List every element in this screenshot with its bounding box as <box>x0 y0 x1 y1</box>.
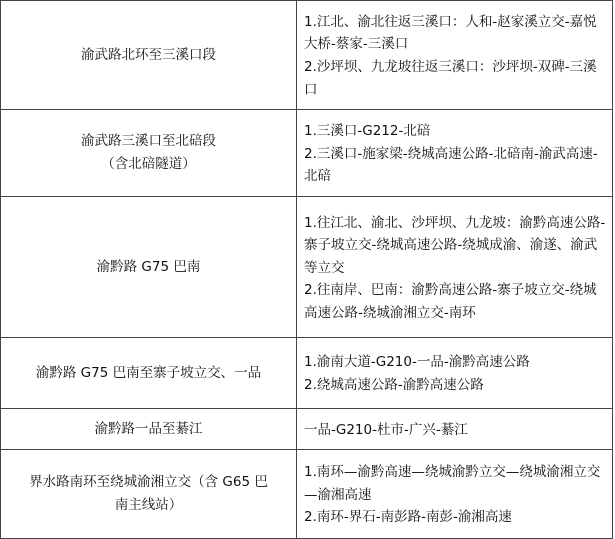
road-section-name-continued: 南主线站） <box>114 497 183 513</box>
road-section-note: （含北碚隧道） <box>101 156 196 172</box>
detour-route: 2.沙坪坝、九龙坡往返三溪口：沙坪坝-双碑-三溪口 <box>304 59 597 98</box>
detour-route-cell <box>297 409 613 450</box>
detour-route: 一品-G210-杜市-广兴-綦江 <box>304 421 468 438</box>
detour-route-cell <box>297 1 613 110</box>
table-row <box>1 338 613 409</box>
road-section-name: 界水路南环至绕城渝湘立交（含 G65 巴 <box>29 474 268 490</box>
road-section-name: 渝黔路一品至綦江 <box>94 420 203 437</box>
road-section-cell <box>1 450 297 539</box>
detour-route-cell <box>297 197 613 338</box>
detour-route: 1.三溪口-G212-北碚 <box>304 123 431 140</box>
detour-route: 2.往南岸、巴南：渝黔高速公路-寨子坡立交-绕城高速公路-绕城渝湘立交-南环 <box>304 282 597 321</box>
detour-route: 1.江北、渝北往返三溪口：人和-赵家溪立交-嘉悦大桥-蔡家-三溪口 <box>304 13 597 53</box>
table-row <box>1 197 613 338</box>
table-row <box>1 409 613 450</box>
road-section-name: 渝黔路 G75 巴南至寨子坡立交、一品 <box>35 364 262 381</box>
detour-route: 1.南环—渝黔高速—绕城渝黔立交—绕城渝湘立交—渝湘高速 <box>304 464 601 503</box>
detour-route: 1.渝南大道-G210-一品-渝黔高速公路 <box>304 354 530 371</box>
road-section-cell <box>1 197 297 338</box>
detour-route: 1.往江北、渝北、沙坪坝、九龙坡：渝黔高速公路-寨子坡立交-绕城高速公路-绕城成渝、渝遂、渝武等立交 <box>304 214 606 276</box>
detour-route-cell <box>297 110 613 197</box>
table-row <box>1 450 613 539</box>
detour-route: 2.南环-界石-南彭路-南彭-渝湘高速 <box>304 509 512 526</box>
detour-route: 2.绕城高速公路-渝黔高速公路 <box>304 377 484 393</box>
detour-route-cell <box>297 450 613 539</box>
road-section-name: 渝武路北环至三溪口段 <box>81 46 216 63</box>
detour-route-cell <box>297 338 613 409</box>
road-section-cell <box>1 110 297 197</box>
road-section-name: 渝黔路 G75 巴南 <box>96 258 201 275</box>
road-section-cell <box>1 1 297 110</box>
detour-route: 2.三溪口-施家梁-绕城高速公路-北碚南-渝武高速-北碚 <box>304 145 598 185</box>
table-row <box>1 1 613 110</box>
table-row <box>1 110 613 197</box>
road-section-name: 渝武路三溪口至北碚段 <box>81 133 216 149</box>
road-section-cell <box>1 338 297 409</box>
road-section-cell <box>1 409 297 450</box>
